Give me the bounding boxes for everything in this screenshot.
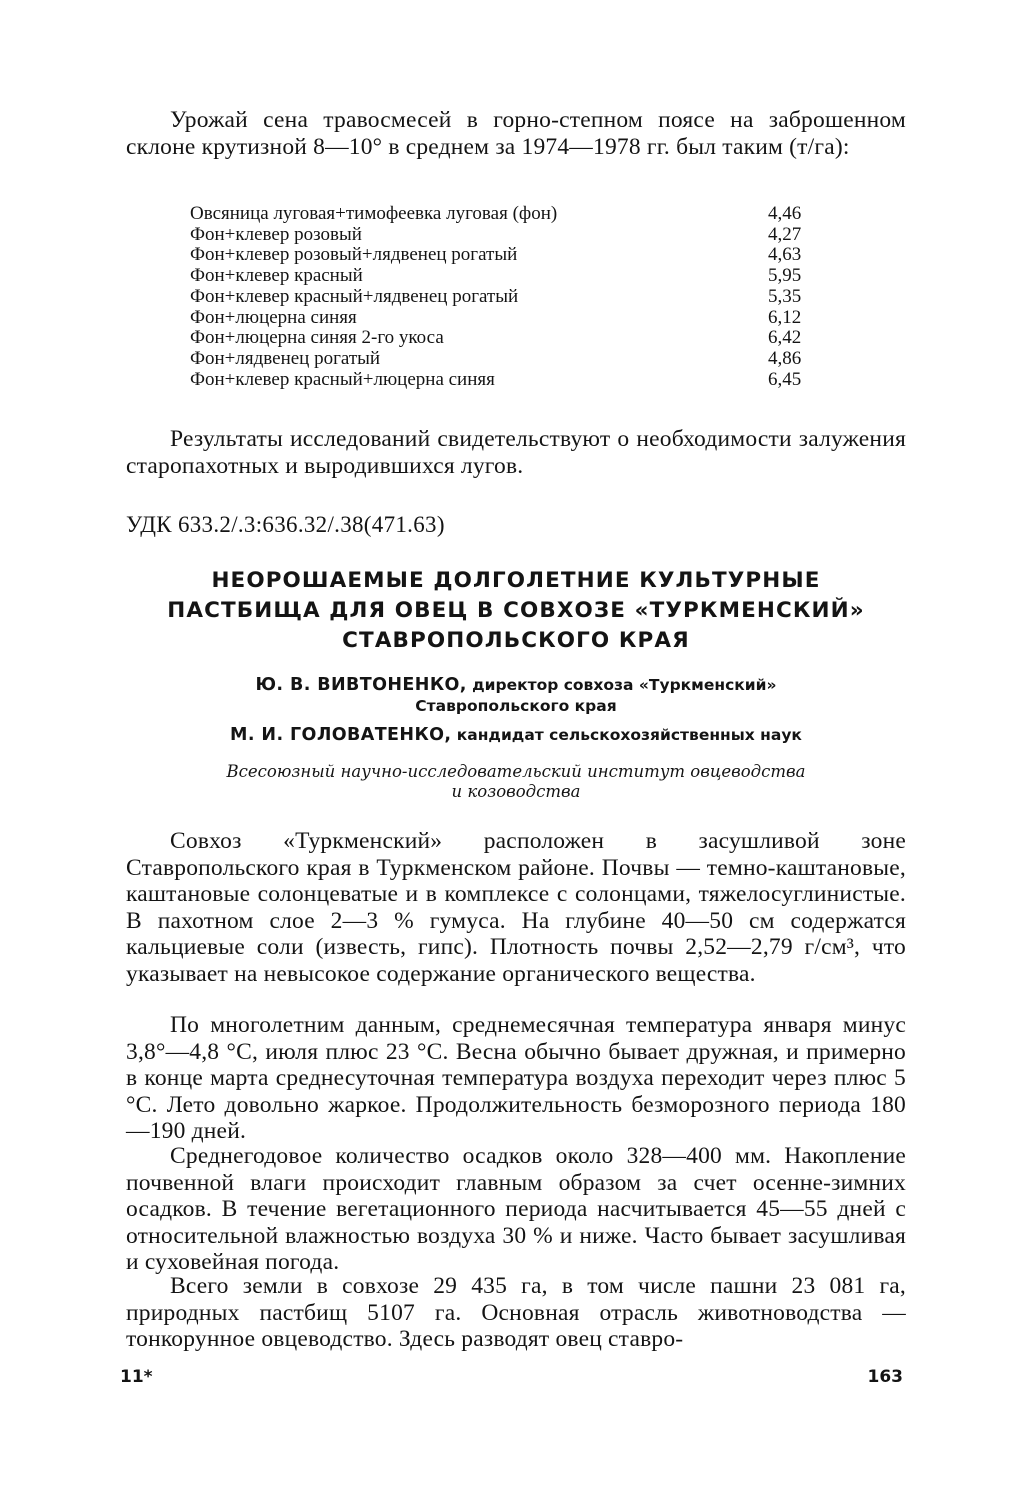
udc-code: УДК 633.2/.3:636.32/.38(471.63) — [126, 512, 445, 537]
yield-value: 4,27 — [768, 223, 802, 245]
mixture-label: Фон+люцерна синяя — [190, 306, 357, 328]
results-paragraph: Результаты исследований свидетельствуют о необходимости залужения старопахотных и выродившихся лугов. — [126, 426, 906, 479]
yield-value: 4,46 — [768, 203, 802, 224]
yield-value: 4,63 — [768, 244, 802, 266]
yield-value: 6,12 — [768, 306, 802, 328]
body-paragraph: Всего земли в совхозе 29 435 га, в том числе пашни 23 081 га, природных пастбищ 5107 га. Основная отрасль животноводства — тонкорунное овцеводство. Здесь разводят овец ставро- — [126, 1273, 906, 1352]
page-number: 163 — [867, 1367, 903, 1387]
mixture-label: Фон+клевер розовый — [190, 223, 362, 245]
institute-line: Всесоюзный научно-исследовательский институт овцеводства — [226, 762, 806, 781]
yield-value: 6,45 — [768, 368, 802, 390]
intro-paragraph: Урожай сена травосмесей в горно-степном поясе на заброшенном склоне крутизной 8—10° в среднем за 1974—1978 гг. был таким (т/га): — [126, 107, 906, 160]
author-name: Ю. В. ВИВТОНЕНКО, — [255, 675, 467, 695]
table-row — [190, 370, 830, 391]
table-row — [190, 225, 830, 246]
author-2 — [126, 724, 906, 746]
author-name: М. И. ГОЛОВАТЕНКО, — [230, 725, 452, 745]
table-row — [190, 204, 830, 225]
body-paragraph: Среднегодовое количество осадков около 328—400 мм. Накопление почвенной влаги происходит главным образом за счет осенне-зимних осадков. В течение вегетационного периода насчитывается 45—55 дней с относительной влажностью воздуха 30 % и ниже. Часто бывает засушливая и суховейная погода. — [126, 1143, 906, 1275]
yield-value: 4,86 — [768, 347, 802, 369]
institute-line: и козоводства — [451, 782, 581, 801]
mixture-label: Фон+клевер красный+лядвенец рогатый — [190, 285, 519, 307]
yield-value: 6,42 — [768, 327, 802, 349]
mixture-label: Фон+лядвенец рогатый — [190, 347, 381, 369]
table-row — [190, 266, 830, 287]
body-paragraph: Совхоз «Туркменский» расположен в засушливой зоне Ставропольского края в Туркменском районе. Почвы — темно-каштановые, каштановые солонцеватые и в комплексе с солонцами, тяжелосуглинистые. В пахотном слое 2—3 % гумуса. На глубине 40—50 см содержатся кальциевые соли (известь, гипс). Плотность почвы 2,52—2,79 г/см³, что указывает на невысокое содержание органического вещества. — [126, 828, 906, 987]
mixture-label: Фон+клевер розовый+лядвенец рогатый — [190, 244, 518, 266]
author-role: кандидат сельскохозяйственных наук — [456, 726, 802, 744]
table-row — [190, 349, 830, 370]
table-row — [190, 308, 830, 329]
table-row — [190, 245, 830, 266]
mixture-label: Фон+клевер красный+люцерна синяя — [190, 368, 495, 390]
body-paragraph: По многолетним данным, среднемесячная температура января минус 3,8°—4,8 °С, июля плюс 23 °С. Весна обычно бывает дружная, и примерно в конце марта среднесуточная температура воздуха переходит через плюс 5 °С. Лето довольно жаркое. Продолжительность безморозного периода 180—190 дней. — [126, 1012, 906, 1144]
signature-mark: 11* — [120, 1367, 153, 1387]
mixture-label: Фон+клевер красный — [190, 265, 363, 287]
mixture-label: Фон+люцерна синяя 2-го укоса — [190, 327, 444, 349]
author-1 — [126, 674, 906, 717]
institute-affiliation — [126, 762, 906, 802]
yield-value: 5,35 — [768, 285, 802, 307]
mixture-label: Овсяница луговая+тимофеевка луговая (фон) — [190, 203, 558, 224]
author-role: директор совхоза «Туркменский» — [472, 676, 777, 694]
yield-value: 5,95 — [768, 265, 802, 287]
table-row — [190, 328, 830, 349]
title-line: СТАВРОПОЛЬСКОГО КРАЯ — [342, 628, 690, 653]
yield-table — [190, 204, 830, 390]
article-title — [126, 566, 906, 656]
table-row — [190, 287, 830, 308]
title-line: НЕОРОШАЕМЫЕ ДОЛГОЛЕТНИЕ КУЛЬТУРНЫЕ — [211, 568, 821, 593]
author-role-continued: Ставропольского края — [415, 697, 617, 715]
title-line: ПАСТБИЩА ДЛЯ ОВЕЦ В СОВХОЗЕ «ТУРКМЕНСКИЙ» — [167, 598, 865, 623]
